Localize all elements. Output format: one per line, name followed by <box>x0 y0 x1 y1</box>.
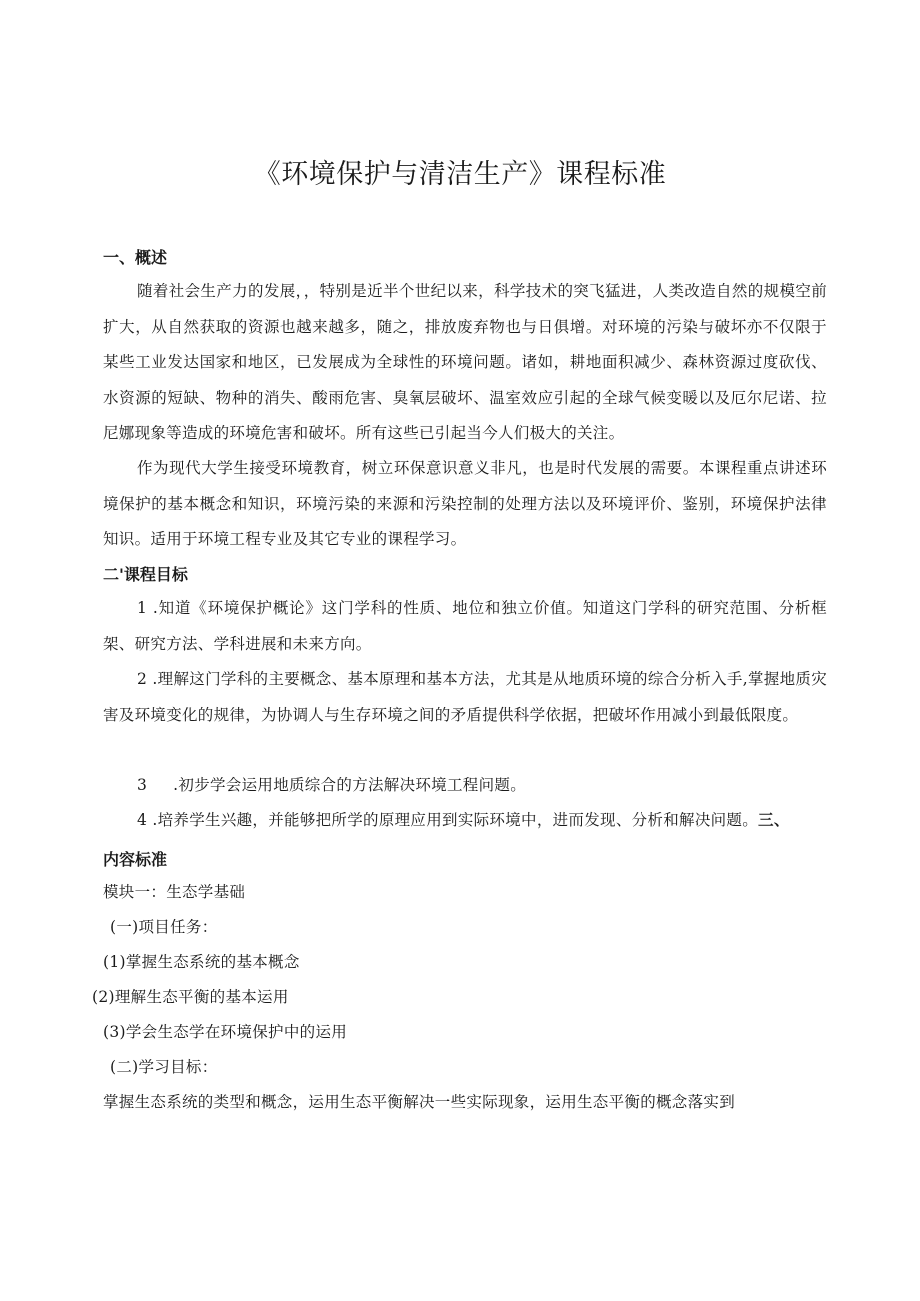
task-item-3: (3)学会生态学在环境保护中的运用 <box>103 1023 348 1041</box>
learning-goal-text: 掌握生态系统的类型和概念，运用生态平衡解决一些实际现象，运用生态平衡的概念落实到 <box>103 1093 736 1111</box>
goal-item-text: .培养学生兴趣，并能够把所学的原理应用到实际环境中，进而发现、分析和解决问题。 <box>152 811 759 829</box>
section-heading-goals: 二'课程目标 <box>103 565 188 584</box>
goal-item-text: .初步学会运用地质综合的方法解决环境工程问题。 <box>173 776 527 794</box>
task-item-1: (1)掌握生态系统的基本概念 <box>103 953 300 971</box>
overview-paragraph-2: 作为现代大学生接受环境教育，树立环保意识意义非凡，也是时代发展的需要。本课程重点讲述环境保护的基本概念和知识，环境污染的来源和污染控制的处理方法以及环境评价、鉴别，环境保护法律知识。适用于环境工程专业及其它专业的课程学习。 <box>103 459 827 549</box>
section-heading-overview: 一、概述 <box>103 248 168 267</box>
goal-item-number: 2 <box>137 670 148 688</box>
document-title: 《环境保护与清洁生产》课程标准 <box>253 159 667 190</box>
goal-item-text: .知道《环境保护概论》这门学科的性质、地位和独立价值。知道这门学科的研究范围、分析框架、研究方法、学科进展和未来方向。 <box>103 599 828 653</box>
module-title: 模块一：生态学基础 <box>103 883 246 901</box>
goal-item-number: 1 <box>137 599 148 617</box>
goal-item-text: .理解这门学科的主要概念、基本原理和基本方法，尤其是从地质环境的综合分析入手,掌握地质灾害及环境变化的规律，为协调人与生存环境之间的矛盾提供科学依据，把破坏作用减小到最低限度。 <box>103 670 827 724</box>
goal-item-number: 4 <box>137 811 148 829</box>
task-item-2: (2)理解生态平衡的基本运用 <box>92 988 289 1006</box>
section-heading-content-prefix: 三、 <box>758 811 790 829</box>
overview-paragraph-1: 随着社会生产力的发展，，特别是近半个世纪以来，科学技术的突飞猛进，人类改造自然的规模空前扩大，从自然获取的资源也越来越多，随之，排放废弃物也与日俱增。对环境的污染与破坏亦不仅限于某些工业发达国家和地区，已发展成为全球性的环境问题。诸如，耕地面积减少、森林资源过度砍伐、水资源的短缺、物种的消失、酸雨危害、臭氧层破坏、温室效应引起的全球气候变暖以及厄尔尼诺、拉尼娜现象等造成的环境危害和破坏。所有这些已引起当今人们极大的关注。 <box>103 282 827 443</box>
subsection-goals: (二)学习目标： <box>110 1058 218 1076</box>
subsection-tasks: (一)项目任务： <box>110 918 218 936</box>
goal-item-4 <box>103 803 827 839</box>
section-heading-content: 内容标准 <box>103 850 168 869</box>
goal-item-1 <box>103 591 827 662</box>
goal-item-3 <box>103 768 827 804</box>
goal-item-number: 3 <box>137 776 148 794</box>
goal-item-2 <box>103 662 827 733</box>
